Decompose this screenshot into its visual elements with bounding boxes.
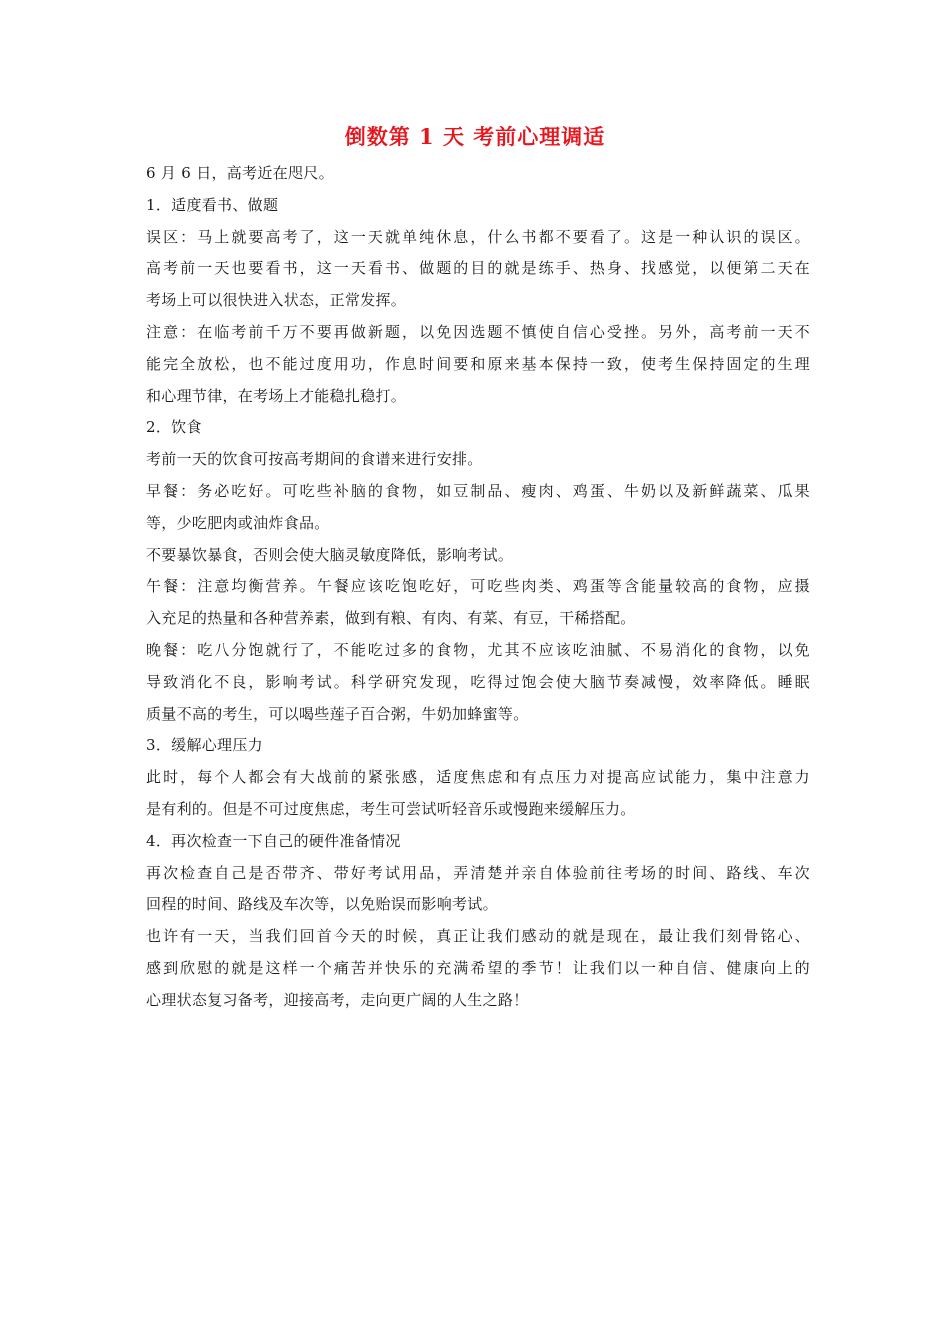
paragraph-line: 质量不高的考生，可以喝些莲子百合粥，牛奶加蜂蜜等。 <box>146 704 529 723</box>
paragraph-line: 能完全放松，也不能过度用功，作息时间要和原来基本保持一致，使考生保持固定的生理 <box>146 354 810 373</box>
paragraph-line: 考场上可以很快进入状态，正常发挥。 <box>146 291 407 310</box>
paragraph-line: 回程的时间、路线及车次等，以免贻误而影响考试。 <box>146 895 498 914</box>
paragraph-line: 入充足的热量和各种营养素，做到有粮、有肉、有菜、有豆，干稀搭配。 <box>146 609 636 628</box>
document-title: 倒数第 1 天 考前心理调适 <box>344 124 606 149</box>
section-heading-3: 3．缓解心理压力 <box>146 736 263 755</box>
paragraph-line: 注意：在临考前千万不要再做新题，以免因选题不慎使自信心受挫。另外，高考前一天不 <box>146 322 810 341</box>
paragraph-line: 此时，每个人都会有大战前的紧张感，适度焦虑和有点压力对提高应试能力，集中注意力 <box>146 768 810 787</box>
paragraph-line: 和心理节律，在考场上才能稳扎稳打。 <box>146 386 407 405</box>
paragraph-line: 误区：马上就要高考了，这一天就单纯休息，什么书都不要看了。这是一种认识的误区。 <box>146 227 810 246</box>
section-heading-4: 4．再次检查一下自己的硬件准备情况 <box>146 831 401 850</box>
paragraph-line: 晚餐：吃八分饱就行了，不能吃过多的食物，尤其不应该吃油腻、不易消化的食物，以免 <box>146 640 810 659</box>
paragraph-line: 考前一天的饮食可按高考期间的食谱来进行安排。 <box>146 450 483 469</box>
intro-line: 6 月 6 日，高考近在咫尺。 <box>146 164 334 182</box>
section-heading-2: 2．饮食 <box>146 418 202 437</box>
paragraph-line: 也许有一天，当我们回首今天的时候，真正让我们感动的就是现在，最让我们刻骨铭心、 <box>146 927 810 946</box>
paragraph-line: 是有利的。但是不可过度焦虑，考生可尝试听轻音乐或慢跑来缓解压力。 <box>146 799 636 818</box>
paragraph-line: 导致消化不良，影响考试。科学研究发现，吃得过饱会使大脑节奏减慢，效率降低。睡眠 <box>146 672 810 691</box>
section-heading-1: 1．适度看书、做题 <box>146 195 279 214</box>
paragraph-line: 再次检查自己是否带齐、带好考试用品，弄清楚并亲自体验前往考场的时间、路线、车次 <box>146 863 810 882</box>
paragraph-line: 高考前一天也要看书，这一天看书、做题的目的就是练手、热身、找感觉，以便第二天在 <box>146 259 810 278</box>
paragraph-line: 午餐：注意均衡营养。午餐应该吃饱吃好，可吃些肉类、鸡蛋等含能量较高的食物，应摄 <box>146 577 810 596</box>
paragraph-line: 等，少吃肥肉或油炸食品。 <box>146 513 330 532</box>
paragraph-line: 心理状态复习备考，迎接高考，走向更广阔的人生之路！ <box>146 990 529 1009</box>
paragraph-line: 早餐：务必吃好。可吃些补脑的食物，如豆制品、瘦肉、鸡蛋、牛奶以及新鲜蔬菜、瓜果 <box>146 481 810 500</box>
document-body <box>146 158 810 1017</box>
paragraph-line: 感到欣慰的就是这样一个痛苦并快乐的充满希望的季节！让我们以一种自信、健康向上的 <box>146 958 810 977</box>
paragraph-line: 不要暴饮暴食，否则会使大脑灵敏度降低，影响考试。 <box>146 545 514 564</box>
